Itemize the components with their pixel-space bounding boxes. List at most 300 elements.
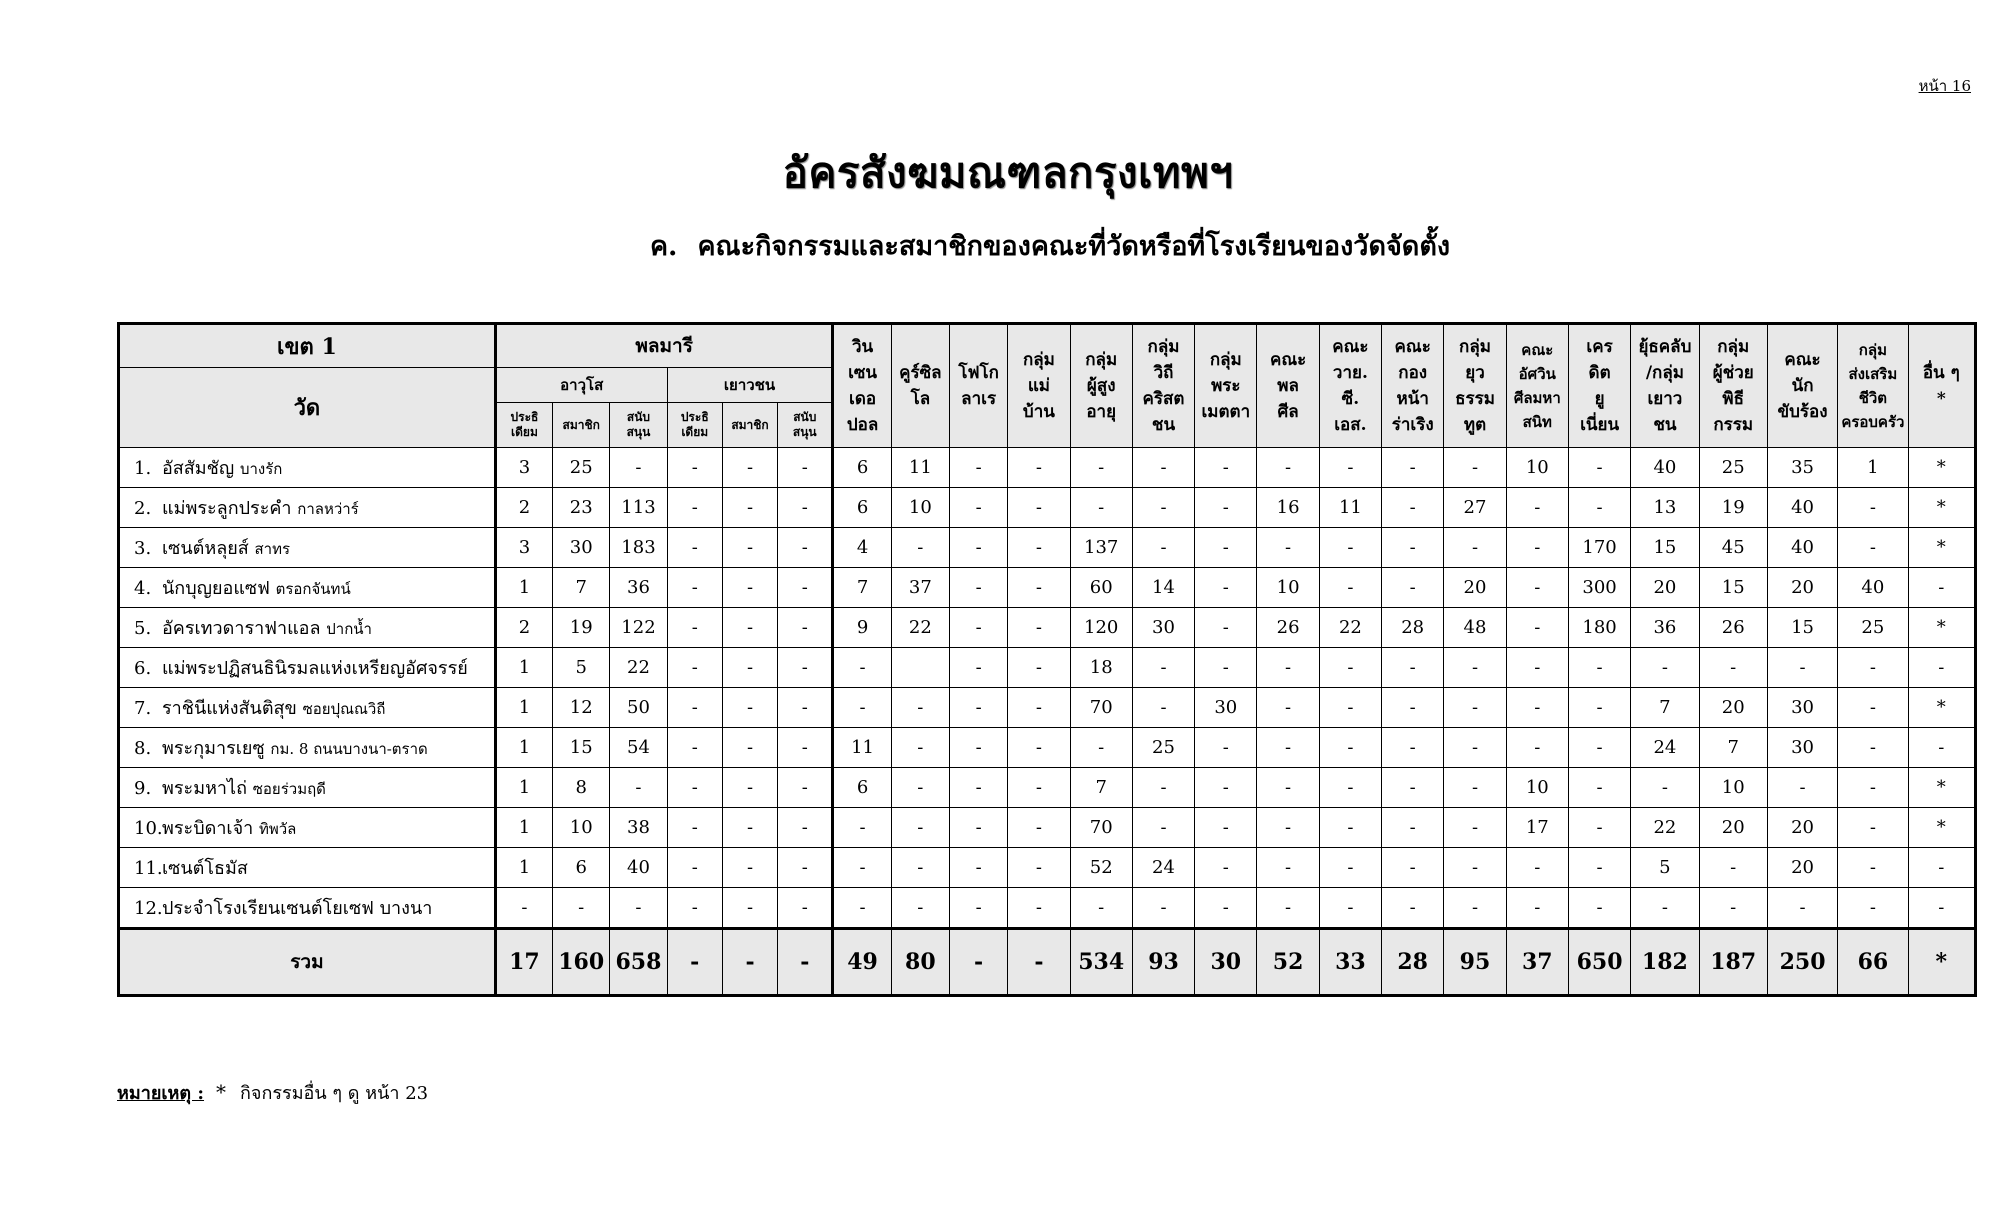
table-cell: 10 xyxy=(891,488,949,528)
table-cell: - xyxy=(833,808,891,848)
table-cell: - xyxy=(949,688,1007,728)
table-cell: - xyxy=(1838,888,1908,929)
table-cell: 6 xyxy=(553,848,610,888)
col-header-young-missionary: กลุ่ม ยุว ธรรม ทูต xyxy=(1444,324,1506,448)
table-cell: - xyxy=(1070,448,1132,488)
table-cell: 15 xyxy=(553,728,610,768)
table-cell: - xyxy=(778,568,833,608)
table-cell: - xyxy=(1506,688,1568,728)
table-cell: - xyxy=(949,568,1007,608)
table-cell: - xyxy=(1132,528,1194,568)
table-cell: - xyxy=(610,768,667,808)
total-cell: 650 xyxy=(1568,929,1630,996)
table-cell: - xyxy=(1008,648,1070,688)
table-cell: - xyxy=(1008,728,1070,768)
col-header-eucharistic: คณะ พล ศีล xyxy=(1257,324,1319,448)
sub-header-praesidium-youth: ประธิ เดียม xyxy=(667,403,722,448)
table-cell: 30 xyxy=(1767,688,1837,728)
table-cell: - xyxy=(1008,688,1070,728)
table-cell: * xyxy=(1908,488,1975,528)
table-cell: - xyxy=(722,528,777,568)
table-cell: - xyxy=(722,848,777,888)
table-cell: 7 xyxy=(833,568,891,608)
table-cell: - xyxy=(1767,648,1837,688)
table-cell: - xyxy=(1257,528,1319,568)
table-cell: 14 xyxy=(1132,568,1194,608)
table-cell: 4 xyxy=(833,528,891,568)
table-cell: - xyxy=(1008,808,1070,848)
table-cell: 7 xyxy=(1631,688,1699,728)
total-cell: 52 xyxy=(1257,929,1319,996)
table-cell: 20 xyxy=(1699,688,1767,728)
table-cell: - xyxy=(1568,448,1630,488)
table-cell: 2 xyxy=(495,608,552,648)
table-cell: - xyxy=(1382,648,1444,688)
table-cell: 2 xyxy=(495,488,552,528)
table-cell: - xyxy=(667,568,722,608)
table-cell: - xyxy=(1319,568,1381,608)
table-cell: - xyxy=(1257,688,1319,728)
table-cell: - xyxy=(1319,448,1381,488)
table-cell: - xyxy=(1257,448,1319,488)
table-cell: - xyxy=(1257,888,1319,929)
table-cell: - xyxy=(1319,888,1381,929)
table-row xyxy=(119,568,1976,608)
table-cell: - xyxy=(1382,688,1444,728)
table-cell: 3 xyxy=(495,448,552,488)
table-cell: - xyxy=(667,848,722,888)
table-cell: 30 xyxy=(553,528,610,568)
table-cell: 113 xyxy=(610,488,667,528)
table-cell: - xyxy=(949,648,1007,688)
table-cell: 6 xyxy=(833,488,891,528)
total-cell: - xyxy=(722,929,777,996)
table-cell: - xyxy=(1568,688,1630,728)
table-cell: - xyxy=(1568,648,1630,688)
table-cell: - xyxy=(1444,848,1506,888)
table-cell: - xyxy=(1444,768,1506,808)
total-cell: 33 xyxy=(1319,929,1381,996)
table-cell: 20 xyxy=(1767,568,1837,608)
table-cell: - xyxy=(778,608,833,648)
table-cell: - xyxy=(1195,488,1257,528)
table-cell: 40 xyxy=(1767,488,1837,528)
table-row xyxy=(119,608,1976,648)
table-cell: 8 xyxy=(553,768,610,808)
total-cell: 30 xyxy=(1195,929,1257,996)
table-cell: - xyxy=(949,728,1007,768)
table-cell: 54 xyxy=(610,728,667,768)
table-cell: - xyxy=(1631,888,1699,929)
table-cell: 12 xyxy=(553,688,610,728)
sub-header-auxiliary-youth: สนับ สนุน xyxy=(778,403,833,448)
table-cell: - xyxy=(1568,768,1630,808)
col-header-christian-way: กลุ่ม วิถี คริสต ชน xyxy=(1132,324,1194,448)
table-cell: 13 xyxy=(1631,488,1699,528)
table-cell: - xyxy=(778,488,833,528)
table-cell: 15 xyxy=(1699,568,1767,608)
total-cell: 17 xyxy=(495,929,552,996)
table-cell: 5 xyxy=(553,648,610,688)
table-cell: - xyxy=(1506,728,1568,768)
table-cell: - xyxy=(891,688,949,728)
wat-name-cell: 8. พระกุมารเยซู กม. 8 ถนนบางนา-ตราด xyxy=(119,728,496,768)
table-cell: - xyxy=(1444,528,1506,568)
table-cell: - xyxy=(1132,448,1194,488)
table-cell: 19 xyxy=(553,608,610,648)
wat-name-cell: 9. พระมหาไถ่ ซอยร่วมฤดี xyxy=(119,768,496,808)
table-cell: - xyxy=(1444,888,1506,929)
table-cell: - xyxy=(1070,728,1132,768)
table-cell: 15 xyxy=(1767,608,1837,648)
table-cell: - xyxy=(949,528,1007,568)
table-cell: 11 xyxy=(1319,488,1381,528)
table-cell: 10 xyxy=(1257,568,1319,608)
total-cell: 187 xyxy=(1699,929,1767,996)
table-cell: * xyxy=(1908,688,1975,728)
table-cell: * xyxy=(1908,448,1975,488)
col-header-ycs: คณะ วาย. ซี. เอส. xyxy=(1319,324,1381,448)
table-cell: - xyxy=(667,528,722,568)
total-cell: - xyxy=(1008,929,1070,996)
table-cell: - xyxy=(1382,768,1444,808)
table-cell: - xyxy=(1908,888,1975,929)
table-cell: 22 xyxy=(891,608,949,648)
table-cell: - xyxy=(1838,528,1908,568)
table-cell: - xyxy=(667,688,722,728)
table-cell: - xyxy=(722,608,777,648)
table-cell: - xyxy=(1506,528,1568,568)
table-cell: 50 xyxy=(610,688,667,728)
table-cell: - xyxy=(495,888,552,929)
total-cell: 28 xyxy=(1382,929,1444,996)
table-row xyxy=(119,728,1976,768)
table-cell: 7 xyxy=(553,568,610,608)
table-cell: 20 xyxy=(1767,808,1837,848)
table-cell: 26 xyxy=(1257,608,1319,648)
table-cell: - xyxy=(1382,528,1444,568)
table-body xyxy=(119,448,1976,996)
table-cell: 40 xyxy=(610,848,667,888)
table-cell: - xyxy=(1008,888,1070,929)
col-header-vincent: วิน เซน เดอ ปอล xyxy=(833,324,891,448)
total-cell: * xyxy=(1908,929,1975,996)
table-cell: - xyxy=(1908,848,1975,888)
table-cell: - xyxy=(1568,888,1630,929)
table-cell: - xyxy=(833,888,891,929)
table-cell: 45 xyxy=(1699,528,1767,568)
table-cell: 25 xyxy=(553,448,610,488)
table-cell: 26 xyxy=(1699,608,1767,648)
table-cell: 16 xyxy=(1257,488,1319,528)
table-cell: - xyxy=(1506,648,1568,688)
table-cell: 70 xyxy=(1070,688,1132,728)
wat-name-cell: 6. แม่พระปฏิสนธินิรมลแห่งเหรียญอัศจรรย์ xyxy=(119,648,496,688)
table-cell: - xyxy=(949,808,1007,848)
table-cell: - xyxy=(778,888,833,929)
col-header-divine-mercy: กลุ่ม พระ เมตตา xyxy=(1195,324,1257,448)
page-number: หน้า 16 xyxy=(1918,77,1971,95)
table-cell: - xyxy=(1008,568,1070,608)
col-header-cursillo: คูร์ซิล โล xyxy=(891,324,949,448)
table-cell: - xyxy=(778,448,833,488)
col-header-focolare: โฟโก ลาเร xyxy=(949,324,1007,448)
table-cell: - xyxy=(610,888,667,929)
table-cell: 300 xyxy=(1568,568,1630,608)
table-cell: 24 xyxy=(1132,848,1194,888)
table-cell: - xyxy=(949,768,1007,808)
table-cell: 40 xyxy=(1838,568,1908,608)
table-cell: - xyxy=(778,648,833,688)
table-cell: - xyxy=(1908,728,1975,768)
table-cell: 180 xyxy=(1568,608,1630,648)
table-cell: - xyxy=(722,568,777,608)
table-cell: - xyxy=(1908,568,1975,608)
col-header-elderly: กลุ่ม ผู้สูง อายุ xyxy=(1070,324,1132,448)
table-cell: - xyxy=(1195,528,1257,568)
table-cell: - xyxy=(1699,848,1767,888)
total-cell: - xyxy=(778,929,833,996)
table-cell: - xyxy=(1132,768,1194,808)
table-row xyxy=(119,488,1976,528)
table-cell: - xyxy=(949,848,1007,888)
table-cell: - xyxy=(667,768,722,808)
table-cell: - xyxy=(1382,488,1444,528)
table-cell: - xyxy=(1699,648,1767,688)
section-subtitle xyxy=(650,224,1450,267)
footnote-label: หมายเหตุ : xyxy=(117,1083,205,1104)
total-cell: 534 xyxy=(1070,929,1132,996)
total-cell: 37 xyxy=(1506,929,1568,996)
section-subtitle-text: คณะกิจกรรมและสมาชิกของคณะที่วัดหรือที่โรงเรียนของวัดจัดตั้ง xyxy=(697,231,1451,262)
table-row xyxy=(119,448,1976,488)
table-cell: - xyxy=(1444,448,1506,488)
total-cell: - xyxy=(667,929,722,996)
table-cell: - xyxy=(1257,808,1319,848)
table-cell: 10 xyxy=(1506,768,1568,808)
table-cell: 10 xyxy=(1699,768,1767,808)
table-cell: * xyxy=(1908,768,1975,808)
table-cell: - xyxy=(722,688,777,728)
table-cell: - xyxy=(1631,648,1699,688)
table-cell: - xyxy=(949,608,1007,648)
table-cell: 20 xyxy=(1444,568,1506,608)
table-row xyxy=(119,688,1976,728)
table-cell: - xyxy=(778,528,833,568)
table-cell: 48 xyxy=(1444,608,1506,648)
table-cell: 6 xyxy=(833,768,891,808)
table-cell: 3 xyxy=(495,528,552,568)
table-cell: 60 xyxy=(1070,568,1132,608)
total-cell: 182 xyxy=(1631,929,1699,996)
table-cell: 1 xyxy=(495,768,552,808)
table-cell: 19 xyxy=(1699,488,1767,528)
table-cell: - xyxy=(1319,528,1381,568)
table-cell: 52 xyxy=(1070,848,1132,888)
col-header-altar-servers: กลุ่ม ผู้ช่วย พิธี กรรม xyxy=(1699,324,1767,448)
table-cell: - xyxy=(1195,648,1257,688)
table-cell: - xyxy=(949,888,1007,929)
table-cell: 1 xyxy=(495,568,552,608)
wat-name-cell: 12.ประจำโรงเรียนเซนต์โยเซฟ บางนา xyxy=(119,888,496,929)
table-cell: - xyxy=(1568,808,1630,848)
table-cell: 25 xyxy=(1699,448,1767,488)
table-cell: - xyxy=(1257,768,1319,808)
table-cell: 23 xyxy=(553,488,610,528)
table-cell: - xyxy=(891,888,949,929)
table-cell: 36 xyxy=(610,568,667,608)
table-cell: - xyxy=(1382,848,1444,888)
col-header-family-life: กลุ่ม ส่งเสริม ชีวิต ครอบครัว xyxy=(1838,324,1908,448)
table-cell: - xyxy=(1444,728,1506,768)
table-cell: - xyxy=(1257,648,1319,688)
table-cell: 9 xyxy=(833,608,891,648)
table-cell: - xyxy=(778,728,833,768)
col-header-credit-union: เคร ดิต ยู เนี่ยน xyxy=(1568,324,1630,448)
table-cell xyxy=(891,648,949,688)
wat-name-cell: 4. นักบุญยอแซฟ ตรอกจันทน์ xyxy=(119,568,496,608)
col-header-choir: คณะ นัก ขับร้อง xyxy=(1767,324,1837,448)
table-cell: 1 xyxy=(1838,448,1908,488)
table-cell: - xyxy=(1319,688,1381,728)
table-cell: - xyxy=(949,448,1007,488)
table-cell: - xyxy=(722,448,777,488)
table-cell: 30 xyxy=(1195,688,1257,728)
table-cell: 1 xyxy=(495,808,552,848)
table-cell: 7 xyxy=(1070,768,1132,808)
table-cell: - xyxy=(1838,688,1908,728)
table-cell: - xyxy=(1506,488,1568,528)
table-cell: - xyxy=(949,488,1007,528)
table-cell: 1 xyxy=(495,688,552,728)
table-cell: 20 xyxy=(1767,848,1837,888)
table-cell: 15 xyxy=(1631,528,1699,568)
table-cell: 6 xyxy=(833,448,891,488)
table-cell: - xyxy=(667,488,722,528)
total-cell: 80 xyxy=(891,929,949,996)
table-cell: 20 xyxy=(1631,568,1699,608)
table-cell: 40 xyxy=(1767,528,1837,568)
table-cell: - xyxy=(778,848,833,888)
table-cell: 20 xyxy=(1699,808,1767,848)
table-cell: - xyxy=(1568,488,1630,528)
table-cell: - xyxy=(1506,848,1568,888)
total-cell: 95 xyxy=(1444,929,1506,996)
section-letter: ค. xyxy=(650,231,678,262)
table-cell: 10 xyxy=(1506,448,1568,488)
table-cell: 24 xyxy=(1631,728,1699,768)
table-row xyxy=(119,768,1976,808)
table-cell: - xyxy=(1132,688,1194,728)
table-cell: - xyxy=(891,528,949,568)
table-cell: - xyxy=(1838,848,1908,888)
table-cell: - xyxy=(1008,848,1070,888)
table-cell: - xyxy=(1008,528,1070,568)
table-cell: - xyxy=(1506,608,1568,648)
table-cell: 35 xyxy=(1767,448,1837,488)
wat-name-cell: 7. ราชินีแห่งสันติสุข ซอยปุณณวิถี xyxy=(119,688,496,728)
table-cell: - xyxy=(1070,888,1132,929)
total-cell: 49 xyxy=(833,929,891,996)
total-cell: 66 xyxy=(1838,929,1908,996)
table-cell: - xyxy=(722,648,777,688)
activities-table xyxy=(117,322,1977,997)
table-cell: 40 xyxy=(1631,448,1699,488)
table-cell: - xyxy=(1382,448,1444,488)
table-cell: 28 xyxy=(1382,608,1444,648)
table-cell: - xyxy=(778,768,833,808)
table-row xyxy=(119,648,1976,688)
table-cell: - xyxy=(1070,488,1132,528)
table-cell: - xyxy=(667,888,722,929)
table-cell: 22 xyxy=(1631,808,1699,848)
table-cell: - xyxy=(833,848,891,888)
table-cell: - xyxy=(1132,888,1194,929)
table-cell: - xyxy=(722,888,777,929)
table-cell: - xyxy=(1195,728,1257,768)
table-cell: 38 xyxy=(610,808,667,848)
table-cell: 17 xyxy=(1506,808,1568,848)
table-cell: - xyxy=(1008,768,1070,808)
wat-name-cell: 1. อัสสัมชัญ บางรัก xyxy=(119,448,496,488)
table-cell: 22 xyxy=(1319,608,1381,648)
table-cell: - xyxy=(1195,448,1257,488)
sub-header-members: สมาชิก xyxy=(553,403,610,448)
table-cell: - xyxy=(1319,648,1381,688)
table-cell: 30 xyxy=(1767,728,1837,768)
table-cell: 18 xyxy=(1070,648,1132,688)
col-header-others: อื่น ๆ * xyxy=(1908,324,1975,448)
table-cell: * xyxy=(1908,808,1975,848)
col-header-knights: คณะ อัศวิน ศีลมหา สนิท xyxy=(1506,324,1568,448)
table-cell: 27 xyxy=(1444,488,1506,528)
table-cell: - xyxy=(1568,848,1630,888)
table-row xyxy=(119,848,1976,888)
table-cell: - xyxy=(667,608,722,648)
table-cell: - xyxy=(1767,768,1837,808)
table-cell: - xyxy=(1319,848,1381,888)
table-cell: - xyxy=(1195,768,1257,808)
table-cell: - xyxy=(1382,728,1444,768)
table-cell: 37 xyxy=(891,568,949,608)
table-cell: - xyxy=(778,808,833,848)
table-cell: - xyxy=(722,768,777,808)
table-cell: * xyxy=(1908,608,1975,648)
table-cell: - xyxy=(1195,848,1257,888)
table-cell: - xyxy=(1008,608,1070,648)
page-title: อัครสังฆมณฑลกรุงเทพฯ xyxy=(782,148,1234,197)
table-cell: - xyxy=(1444,648,1506,688)
total-cell: - xyxy=(949,929,1007,996)
legion-header: พลมารี xyxy=(495,324,833,368)
table-cell: - xyxy=(1132,648,1194,688)
table-cell: 22 xyxy=(610,648,667,688)
table-cell: - xyxy=(1838,768,1908,808)
footnote-star: * xyxy=(216,1080,227,1104)
table-row xyxy=(119,528,1976,568)
table-row xyxy=(119,808,1976,848)
table-cell: - xyxy=(1008,488,1070,528)
table-cell: 11 xyxy=(891,448,949,488)
table-cell: - xyxy=(667,648,722,688)
table-cell: 137 xyxy=(1070,528,1132,568)
total-label: รวม xyxy=(119,929,496,996)
table-cell: - xyxy=(1767,888,1837,929)
table-cell: - xyxy=(833,648,891,688)
table-cell: 25 xyxy=(1838,608,1908,648)
table-cell: - xyxy=(610,448,667,488)
table-cell: - xyxy=(1506,568,1568,608)
